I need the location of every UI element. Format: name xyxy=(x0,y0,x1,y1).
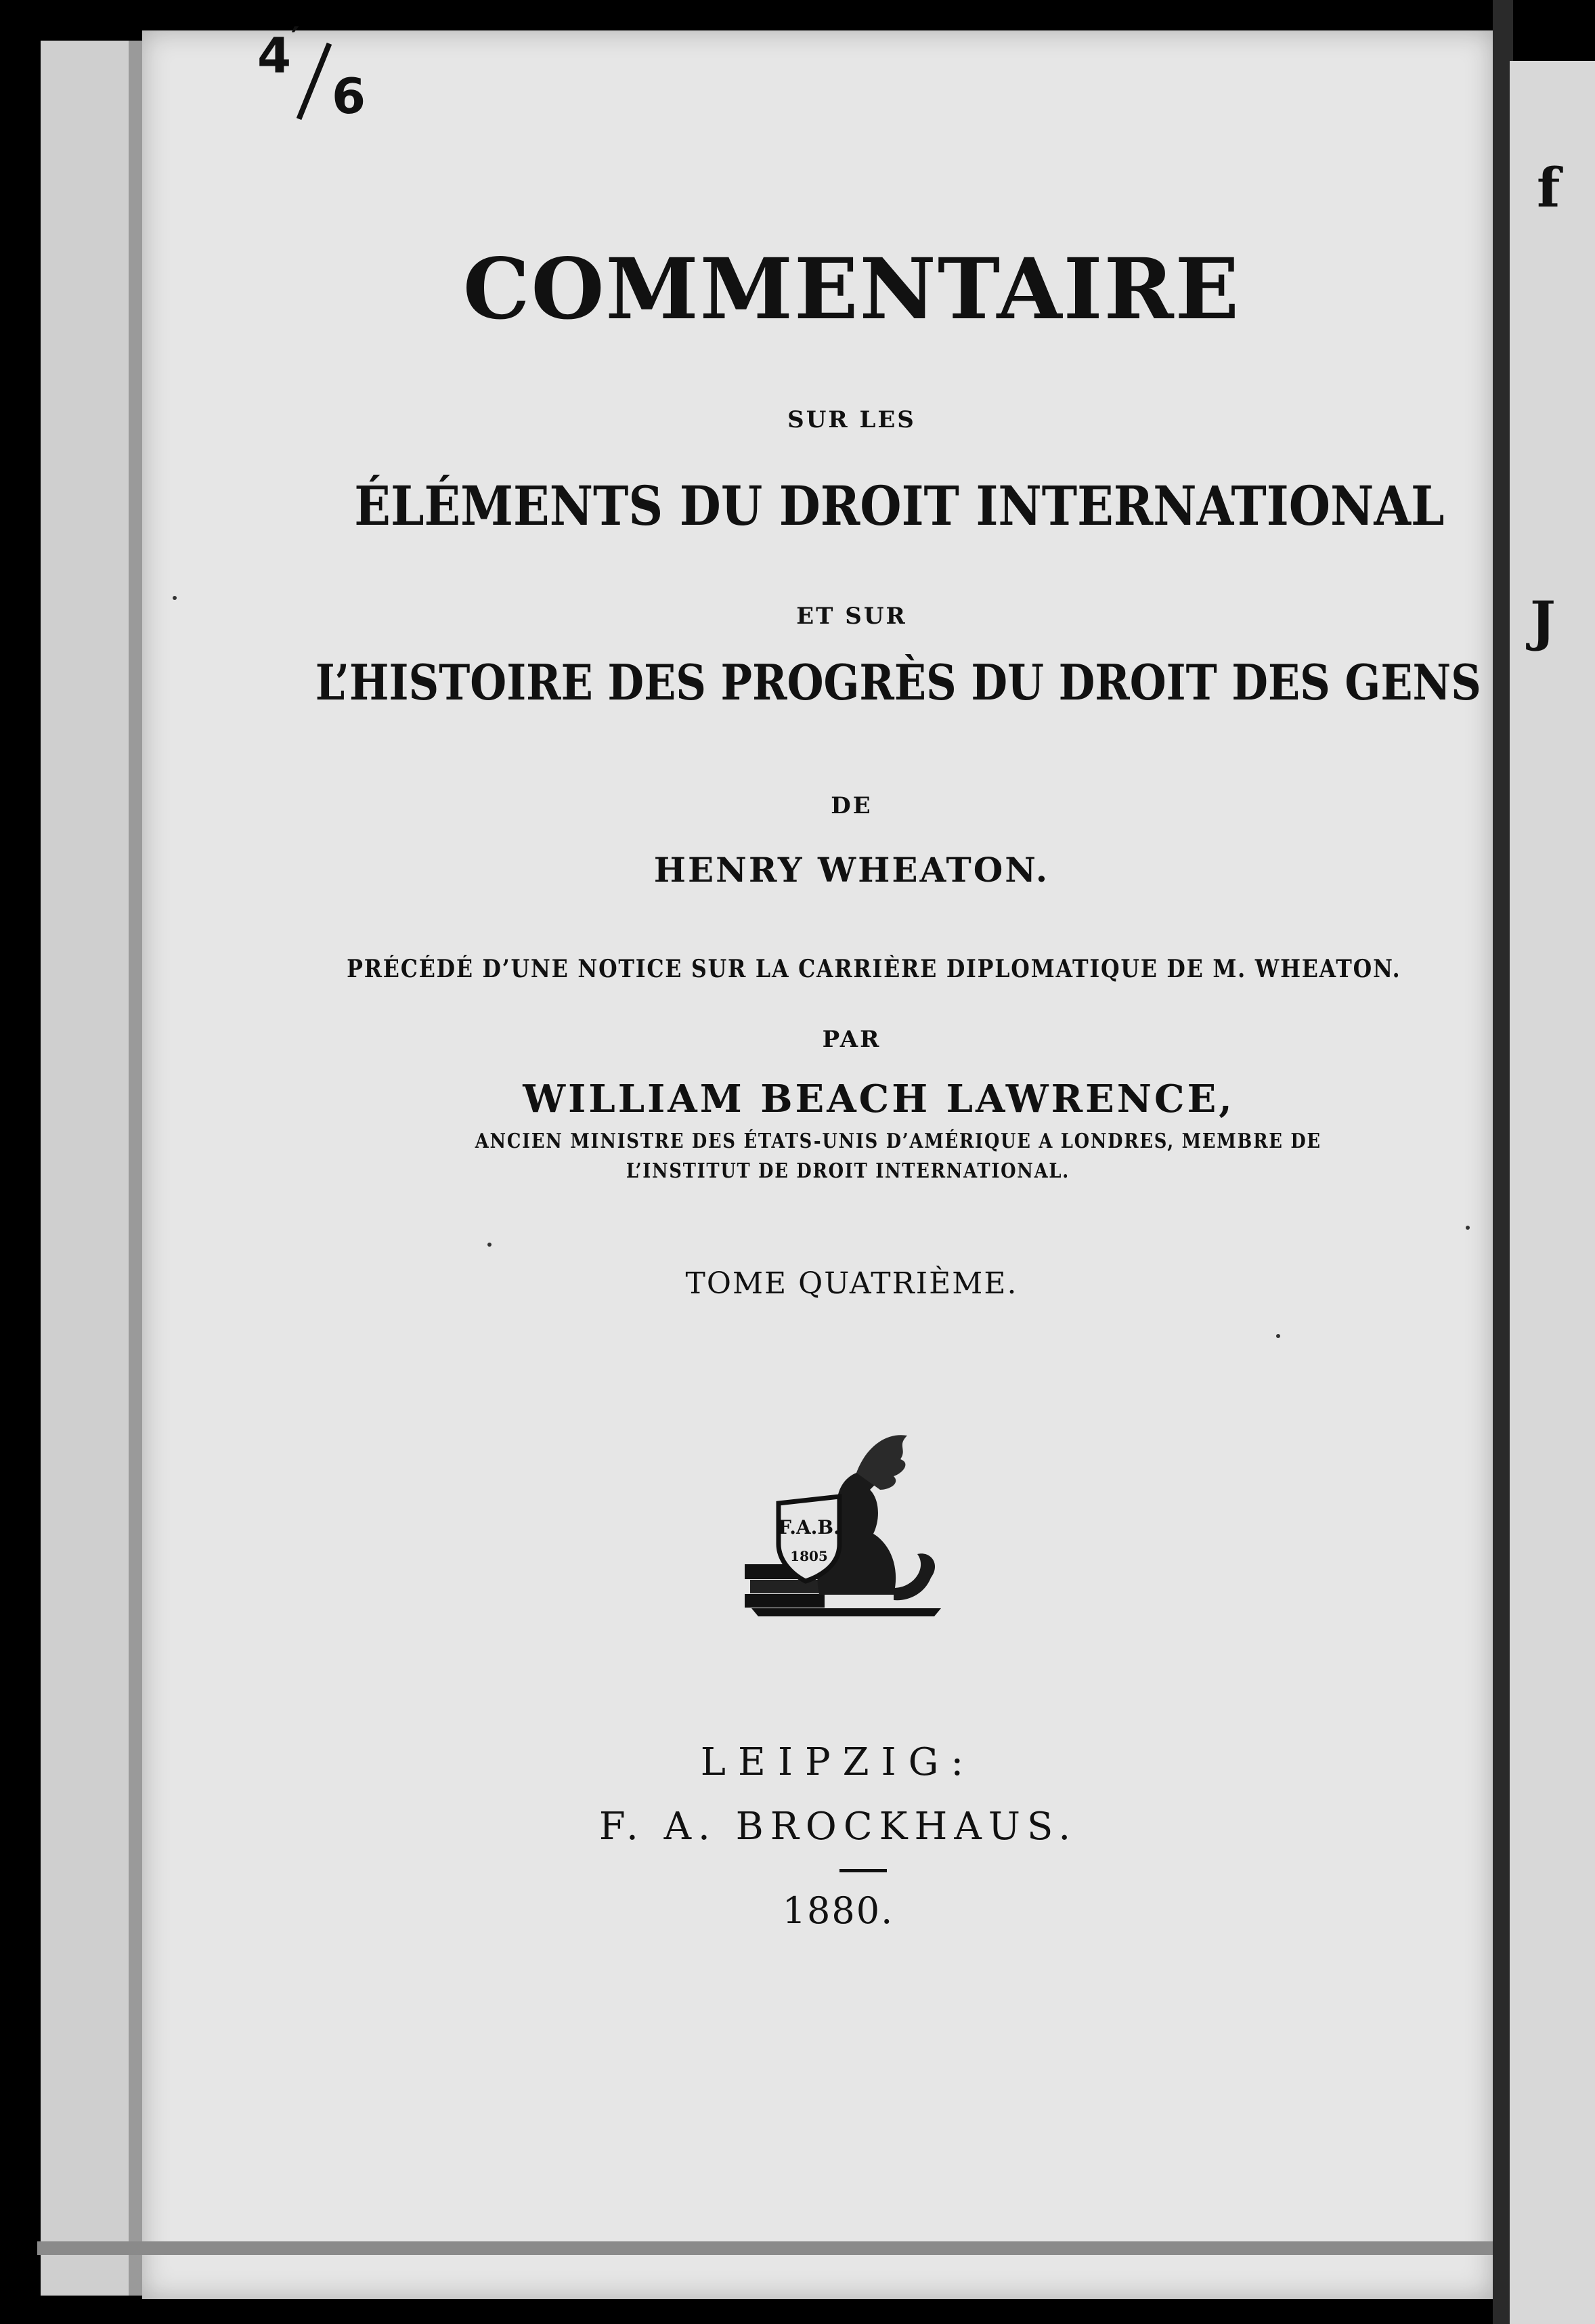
editor-credentials: L’INSTITUT DE DROIT INTERNATIONAL. xyxy=(626,1159,1070,1183)
imprint-publisher: F. A. BROCKHAUS. xyxy=(598,1805,1078,1849)
scan-speck xyxy=(1276,1334,1280,1338)
griffin-emblem-icon xyxy=(738,1425,955,1629)
page-bottom-edge xyxy=(37,2241,1493,2255)
scan-speck xyxy=(487,1243,491,1247)
volume-label: TOME QUATRIÈME. xyxy=(685,1266,1018,1301)
preface-note: PRÉCÉDÉ D’UNE NOTICE SUR LA CARRIÈRE DIPLOMATIQUE DE M. WHEATON. xyxy=(347,955,1401,983)
subtitle-connector: DE xyxy=(831,792,873,819)
subtitle-connector: SUR LES xyxy=(787,406,916,433)
scan-speck xyxy=(173,596,177,600)
imprint-rule xyxy=(839,1869,887,1872)
subtitle-connector: ET SUR xyxy=(796,603,907,630)
book-title: COMMENTAIRE xyxy=(462,240,1241,339)
subtitle-histoire: L’HISTOIRE DES PROGRÈS DU DROIT DES GENS xyxy=(315,653,1481,711)
editor-credentials: ANCIEN MINISTRE DES ÉTATS-UNIS D’AMÉRIQUE A LONDRES, MEMBRE DE xyxy=(475,1129,1321,1153)
subtitle-elements: ÉLÉMENTS DU DROIT INTERNATIONAL xyxy=(354,474,1445,538)
imprint-city: LEIPZIG: xyxy=(700,1740,976,1784)
imprint-year: 1880. xyxy=(782,1889,894,1932)
adjacent-page xyxy=(1510,61,1595,2324)
scan-speck xyxy=(1466,1226,1470,1230)
handwritten-shelfmark: 4 ′ 6 xyxy=(257,20,366,125)
adjacent-page-fragment: f xyxy=(1537,156,1560,219)
emblem-shield-text: F.A.B. xyxy=(778,1516,840,1538)
adjacent-page-fragment: J xyxy=(1530,589,1556,653)
emblem-year-text: 1805 xyxy=(790,1548,828,1564)
author-name: HENRY WHEATON. xyxy=(653,850,1050,890)
by-connector: PAR xyxy=(822,1026,881,1053)
editor-name: WILLIAM BEACH LAWRENCE, xyxy=(523,1077,1235,1121)
